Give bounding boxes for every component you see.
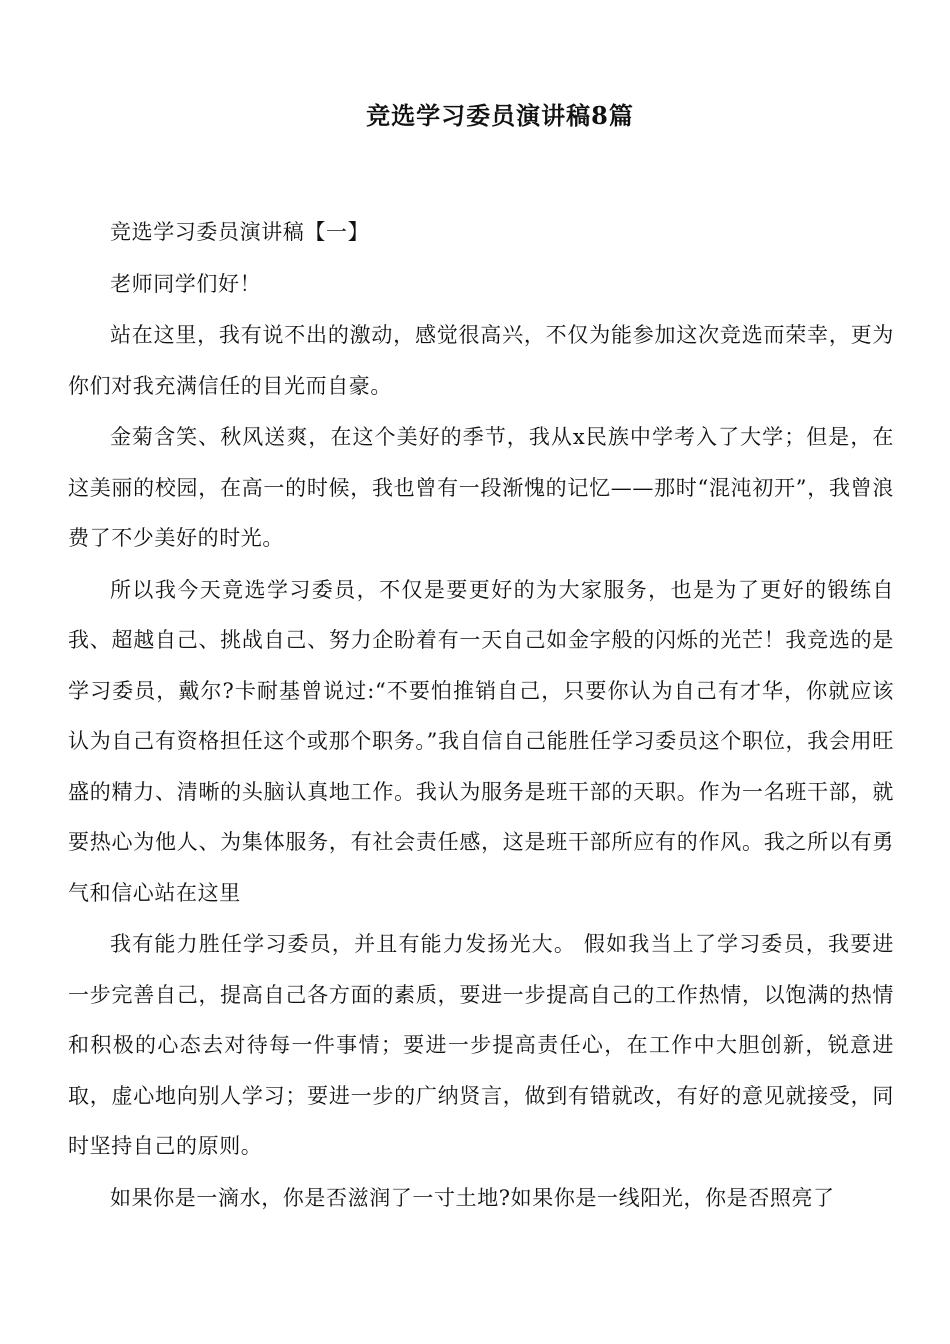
paragraph: 如果你是一滴水，你是否滋润了一寸土地?如果你是一线阳光，你是否照亮了 (110, 1185, 835, 1210)
paragraph: 所以我今天竟选学习委员，不仅是要更好的为大家服务，也是为了更好的锻练自我、超越自己、挑战自己、努力企盼着有一天自己如金字般的闪烁的光芒！我竞选的是学习委员，戴尔?卡耐基曾说过:“不要怕推销自己，只要你认为自己有才华，你就应该认为自己有资格担任这个或那个职务。”我自信自己能胜任学习委员这个职位，我会用旺盛的精力、清晰的头脑认真地工作。我认为服务是班干部的天职。作为一名班干部，就要热心为他人、为集体服务，有社会责任感，这是班干部所应有的作风。我之所以有勇气和信心站在这里 (68, 577, 894, 905)
document-body (68, 207, 894, 1224)
paragraph: 金菊含笑、秋风送爽，在这个美好的季节，我从x民族中学考入了大学；但是，在这美丽的校园，在高一的时候，我也曾有一段渐愧的记忆——那时“混沌初开”，我曾浪费了不少美好的时光。 (68, 425, 894, 550)
paragraph: 站在这里，我有说不出的激动，感觉很高兴，不仅为能参加这次竞选而荣幸，更为你们对我充满信任的目光而自豪。 (68, 323, 894, 398)
document-title: 竞选学习委员演讲稿8篇 (366, 101, 634, 130)
paragraph-heading: 竞选学习委员演讲稿【一】 (110, 220, 370, 244)
paragraph-greeting: 老师同学们好！ (110, 271, 262, 296)
paragraph: 我有能力胜任学习委员，并且有能力发扬光大。 假如我当上了学习委员，我要进一步完善自己，提高自己各方面的素质，要进一步提高自己的工作热情，以饱满的热情和积极的心态去对待每一件事情；要进一步提高责任心，在工作中大胆创新，锐意进取，虚心地向别人学习；要进一步的广纳贤言，做到有错就改，有好的意见就接受，同时坚持自己的原则。 (68, 932, 894, 1158)
